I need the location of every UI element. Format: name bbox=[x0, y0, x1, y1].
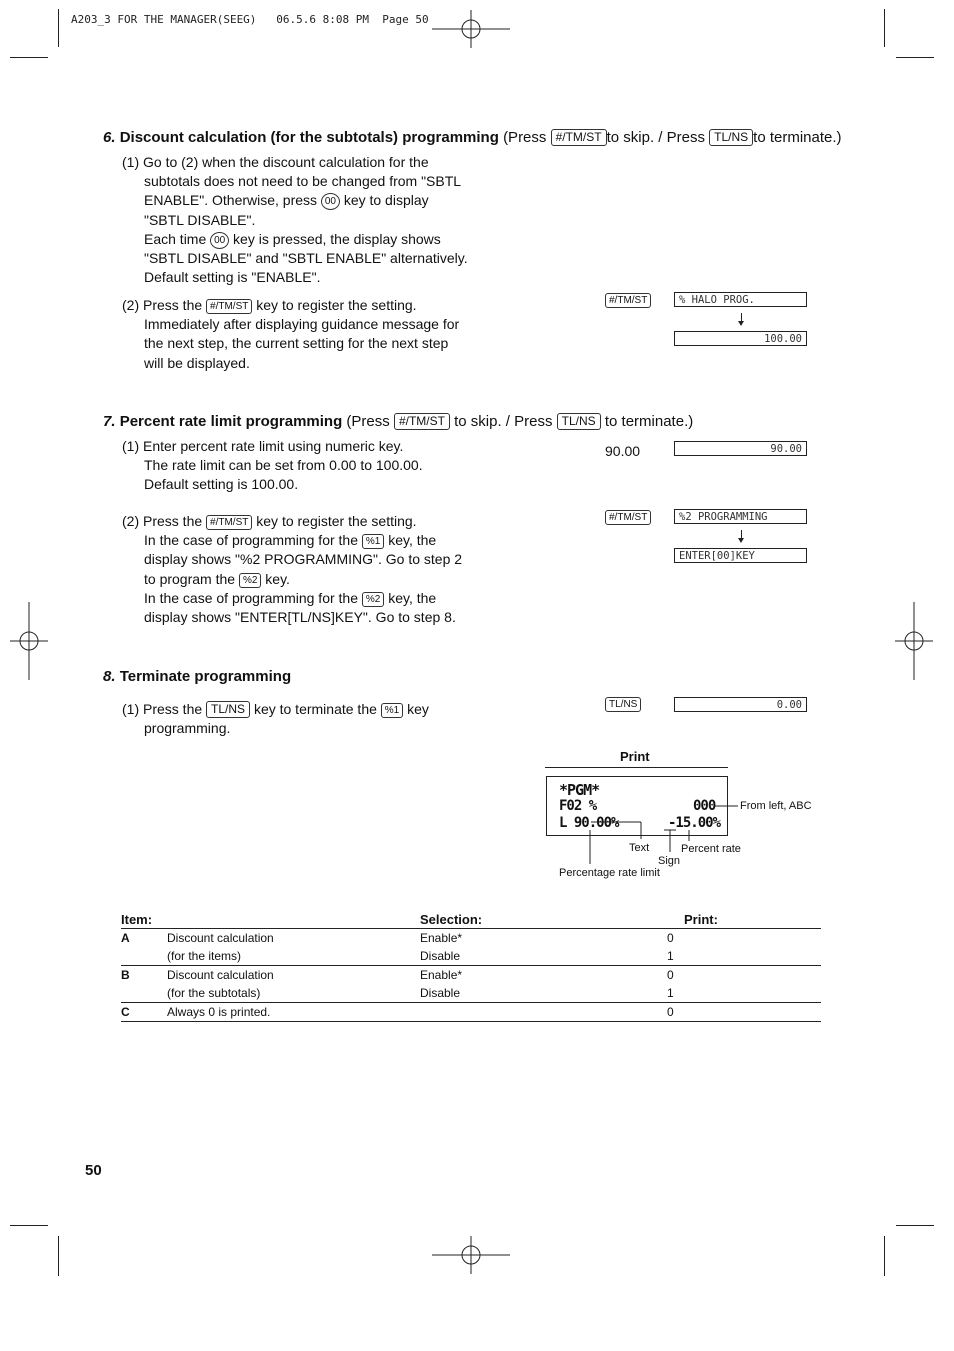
header-print: Print: bbox=[684, 911, 718, 927]
numeric-input-value: 90.00 bbox=[605, 443, 641, 459]
callout-text: Text bbox=[629, 842, 650, 854]
tm-st-key: #/TM/ST bbox=[551, 129, 607, 146]
table-row: (for the subtotals) Disable 1 bbox=[121, 984, 821, 1003]
receipt-code: 000 bbox=[693, 798, 716, 814]
receipt-line-f02: F02 % bbox=[559, 798, 597, 814]
percent-1-key: %1 bbox=[362, 534, 384, 549]
double-zero-key: 00 bbox=[321, 193, 340, 210]
section-8-step-1: (1) Press the TL/NS key to terminate the %1 key programming. bbox=[122, 701, 429, 737]
receipt-line-pgm: *PGM* bbox=[559, 781, 600, 799]
tl-ns-key-operation: TL/NS bbox=[605, 697, 641, 712]
section-6-heading: 6. Discount calculation (for the subtotals) programming (Press #/TM/ST to skip. / Press TL/NS to terminate.) bbox=[103, 129, 842, 146]
display-terminate: 0.00 bbox=[674, 697, 807, 712]
receipt-percent-rate: -15.00% bbox=[668, 815, 721, 831]
table-row: C Always 0 is printed. 0 bbox=[121, 1003, 821, 1022]
tm-st-key: #/TM/ST bbox=[206, 515, 252, 530]
print-heading: Print bbox=[620, 749, 650, 764]
section-6-step-1: (1) Go to (2) when the discount calculation for the subtotals does not need to be changed from "SBTL ENABLE". Otherwise, press 00 key to display "SBTL DISABLE". Each time 00 key is pressed, the display shows "SBTL DISABLE" and "SBTL ENABLE" alternatively. Default setting is "ENABLE". bbox=[122, 154, 468, 286]
callout-percent-rate: Percent rate bbox=[681, 843, 741, 855]
section-8-heading: 8. Terminate programming bbox=[103, 668, 292, 685]
table-row: (for the items) Disable 1 bbox=[121, 947, 821, 966]
table-row: B Discount calculation Enable* 0 bbox=[121, 968, 674, 982]
tl-ns-key: TL/NS bbox=[206, 701, 250, 718]
percent-1-key: %1 bbox=[381, 703, 403, 718]
callout-sign: Sign bbox=[658, 855, 681, 867]
header-item: Item: bbox=[121, 911, 153, 927]
display-rate-input: 90.00 bbox=[674, 441, 807, 456]
tm-st-key: #/TM/ST bbox=[206, 299, 252, 314]
tm-st-key-operation: #/TM/ST bbox=[605, 510, 651, 525]
section-6-step-2: (2) Press the #/TM/ST key to register the setting. Immediately after displaying guidance message for the next step, the current setting for the next step will be displayed. bbox=[122, 297, 460, 371]
double-zero-key: 00 bbox=[210, 232, 229, 249]
table-header bbox=[121, 910, 821, 929]
display-halo-prog: % HALO PROG. bbox=[674, 292, 807, 307]
section-7-heading: 7. Percent rate limit programming (Press #/TM/ST to skip. / Press TL/NS to terminate.) bbox=[103, 413, 694, 430]
tl-ns-key: TL/NS bbox=[709, 129, 753, 146]
receipt-rate-limit: L 90.00% bbox=[559, 815, 619, 831]
callout-percentage-rate-limit: Percentage rate limit bbox=[559, 867, 660, 879]
display-enter-key: ENTER[00]KEY bbox=[674, 548, 807, 563]
print-slug: A203_3 FOR THE MANAGER(SEEG) 06.5.6 8:08 PM Page 50 bbox=[71, 13, 429, 26]
percent-2-key: %2 bbox=[362, 592, 384, 607]
tm-st-key: #/TM/ST bbox=[394, 413, 450, 430]
tm-st-key-operation: #/TM/ST bbox=[605, 293, 651, 308]
item-selection-table bbox=[121, 910, 821, 1022]
page-number: 50 bbox=[85, 1162, 102, 1179]
section-7-step-2: (2) Press the #/TM/ST key to register the setting. In the case of programming for the %1 key, the display shows "%2 PROGRAMMING". Go to step 2 to program the %2 key. In the case of programming for the %2 key, the display shows "ENTER[TL/NS]KEY". Go to step 8. bbox=[122, 513, 463, 626]
callout-from-left: From left, ABC bbox=[740, 800, 812, 812]
header-selection: Selection: bbox=[420, 911, 483, 927]
percent-2-key: %2 bbox=[239, 573, 261, 588]
display-halo-value: 100.00 bbox=[674, 331, 807, 346]
section-7-step-1: (1) Enter percent rate limit using numeric key. The rate limit can be set from 0.00 to 100.00. Default setting is 100.00. bbox=[122, 438, 423, 493]
table-row: A Discount calculation Enable* 0 bbox=[121, 931, 674, 945]
display-pct2-programming: %2 PROGRAMMING bbox=[674, 509, 807, 524]
tl-ns-key: TL/NS bbox=[557, 413, 601, 430]
